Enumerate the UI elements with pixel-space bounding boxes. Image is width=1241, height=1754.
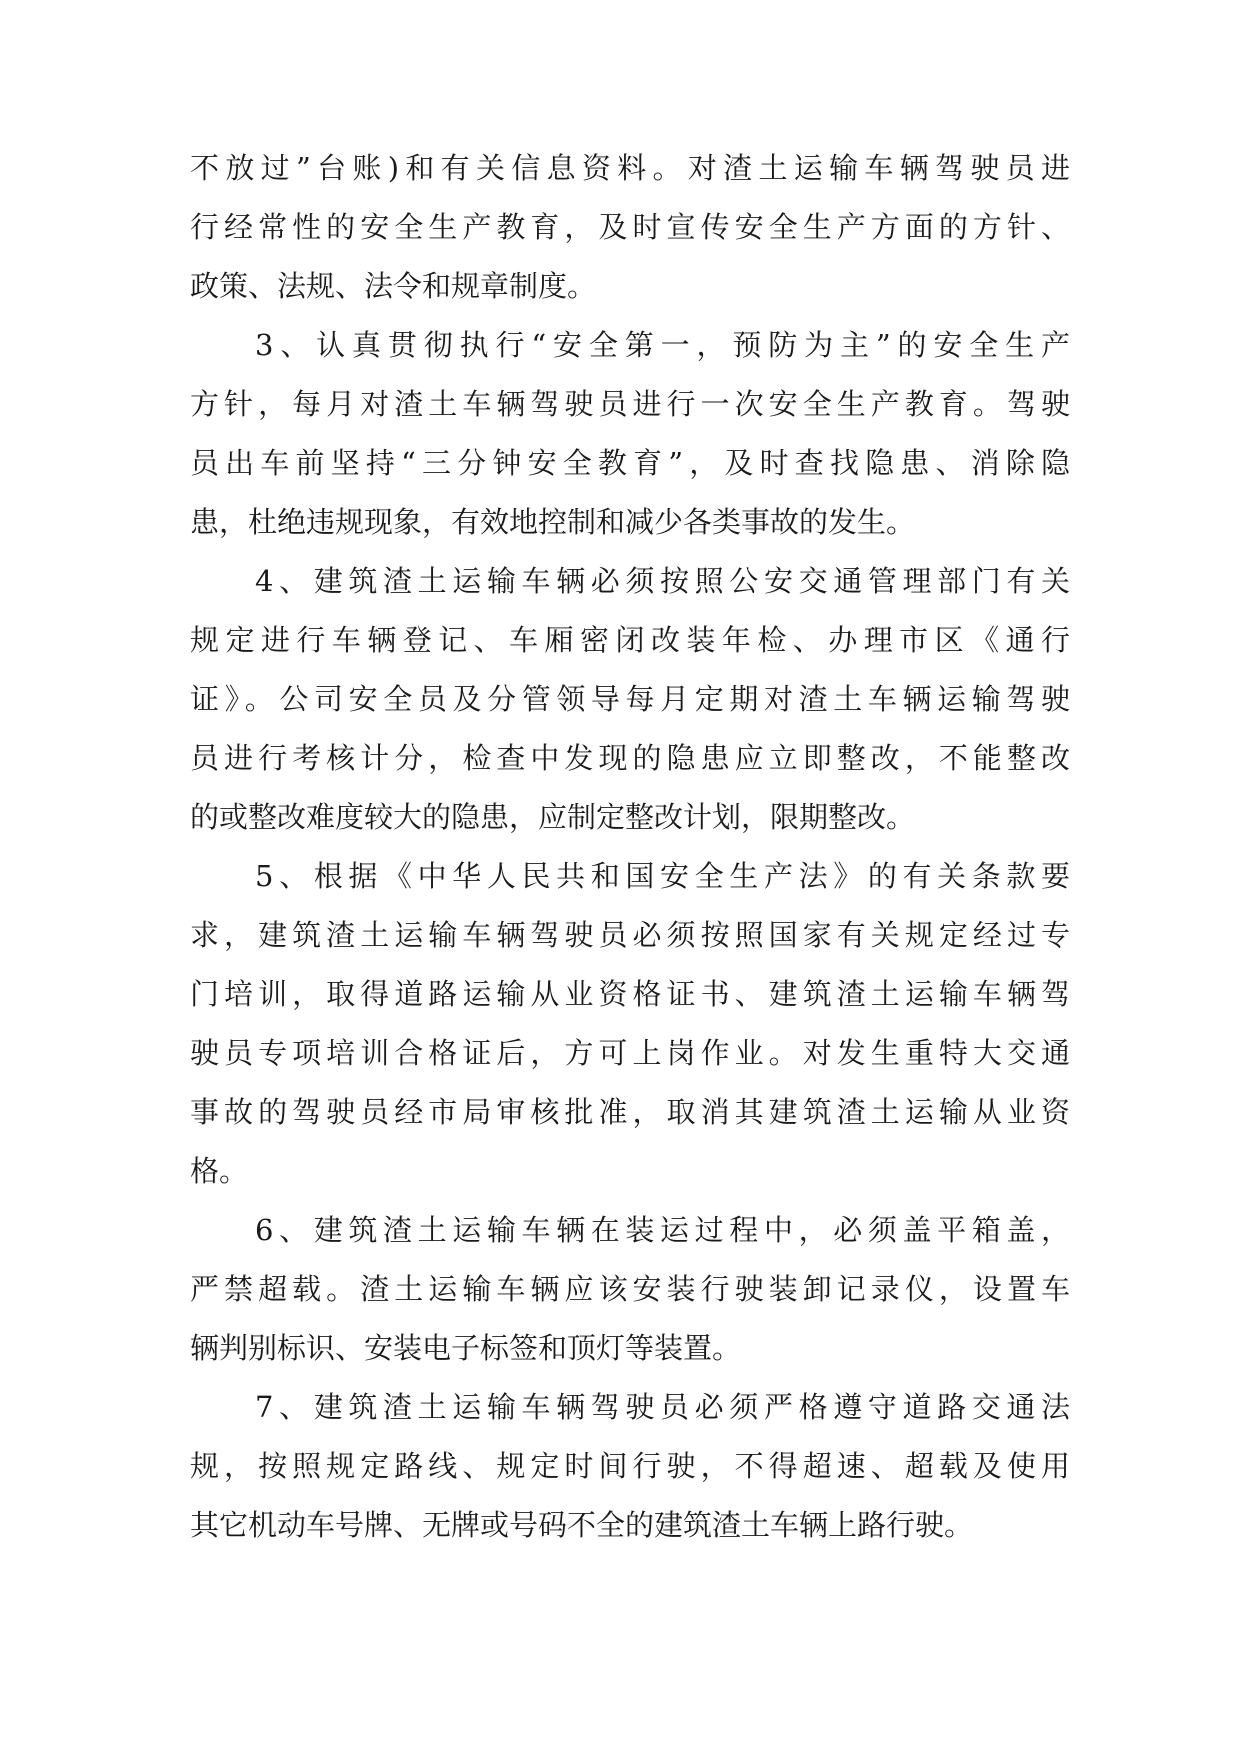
text-line: 门培训，取得道路运输从业资格证书、建筑渣土运输车辆驾 <box>190 977 1070 1011</box>
paragraph-start-line: 5、根据《中华人民共和国安全生产法》的有关条款要 <box>255 859 1070 893</box>
text-line: 格。 <box>190 1154 249 1188</box>
text-line: 员出车前坚持“三分钟安全教育”，及时查找隐患、消除隐 <box>190 446 1070 480</box>
text-line: 规定进行车辆登记、车厢密闭改装年检、办理市区《通行 <box>190 623 1070 657</box>
paragraph-start-line: 3、认真贯彻执行“安全第一，预防为主”的安全生产 <box>255 328 1070 362</box>
text-line: 严禁超载。渣土运输车辆应该安装行驶装卸记录仪，设置车 <box>190 1272 1070 1306</box>
text-line: 驶员专项培训合格证后，方可上岗作业。对发生重特大交通 <box>190 1036 1070 1070</box>
text-line: 的或整改难度较大的隐患，应制定整改计划，限期整改。 <box>190 800 916 834</box>
text-line: 不放过”台账)和有关信息资料。对渣土运输车辆驾驶员进 <box>190 151 1070 185</box>
text-line: 事故的驾驶员经市局审核批准，取消其建筑渣土运输从业资 <box>190 1095 1070 1129</box>
text-line: 规，按照规定路线、规定时间行驶，不得超速、超载及使用 <box>190 1449 1070 1483</box>
text-line: 辆判别标识、安装电子标签和顶灯等装置。 <box>190 1331 742 1365</box>
text-line: 员进行考核计分，检查中发现的隐患应立即整改，不能整改 <box>190 741 1070 775</box>
paragraph-start-line: 4、建筑渣土运输车辆必须按照公安交通管理部门有关 <box>255 564 1070 598</box>
text-line: 患，杜绝违规现象，有效地控制和减少各类事故的发生。 <box>190 505 916 539</box>
text-line: 方针，每月对渣土车辆驾驶员进行一次安全生产教育。驾驶 <box>190 387 1070 421</box>
text-line: 其它机动车号牌、无牌或号码不全的建筑渣土车辆上路行驶。 <box>190 1508 974 1542</box>
text-line: 求，建筑渣土运输车辆驾驶员必须按照国家有关规定经过专 <box>190 918 1070 952</box>
text-line: 政策、法规、法令和规章制度。 <box>190 269 597 303</box>
text-line: 证》。公司安全员及分管领导每月定期对渣土车辆运输驾驶 <box>190 682 1070 716</box>
paragraph-start-line: 7、建筑渣土运输车辆驾驶员必须严格遵守道路交通法 <box>255 1390 1070 1424</box>
text-line: 行经常性的安全生产教育，及时宣传安全生产方面的方针、 <box>190 210 1070 244</box>
paragraph-start-line: 6、建筑渣土运输车辆在装运过程中，必须盖平箱盖， <box>255 1213 1070 1247</box>
